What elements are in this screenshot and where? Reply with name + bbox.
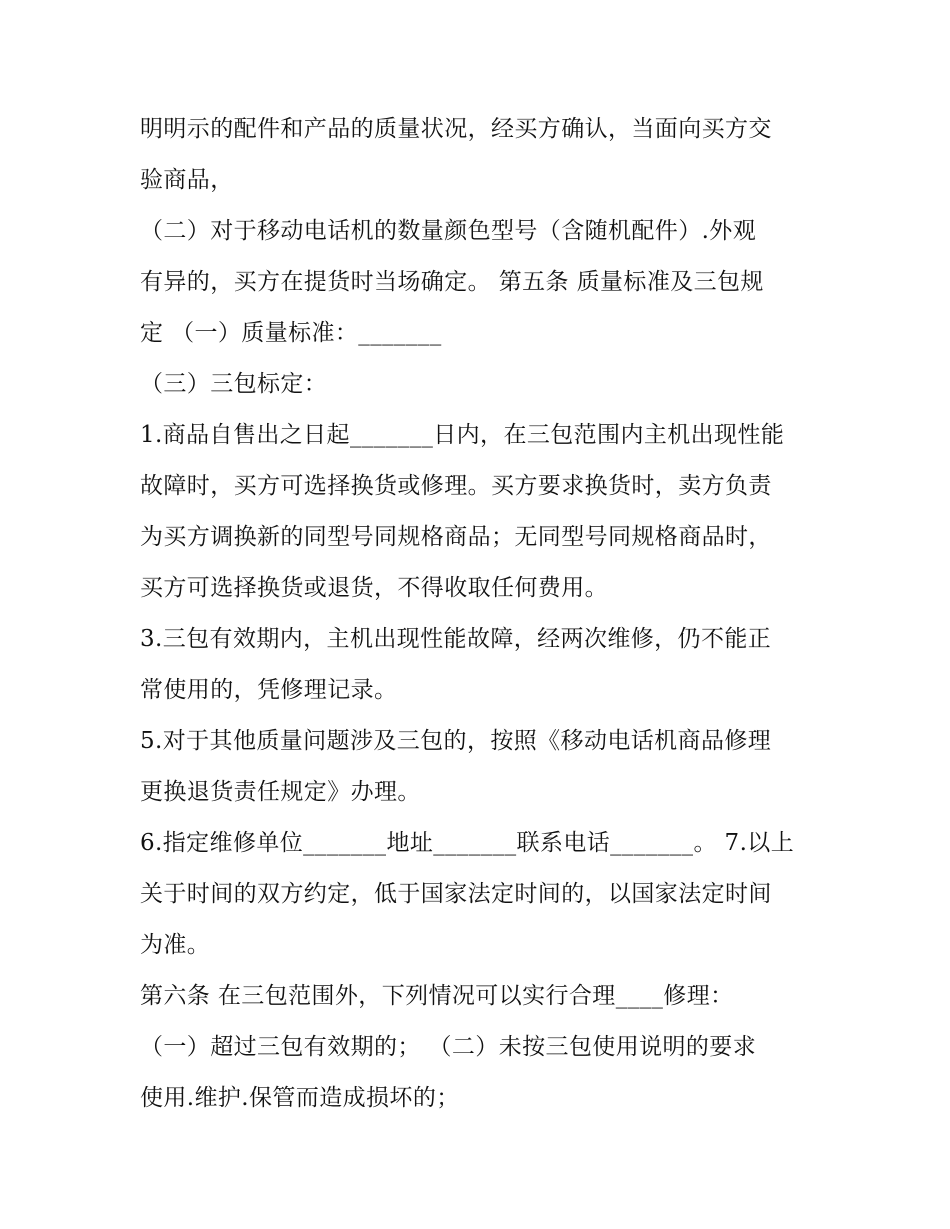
text-line: 1.商品自售出之日起_______日内，在三包范围内主机出现性能 xyxy=(140,422,785,448)
text-line: 常使用的，凭修理记录。 xyxy=(140,677,398,703)
text-line: 故障时，买方可选择换货或修理。买方要求换货时，卖方负责 xyxy=(140,473,772,499)
text-line: 为买方调换新的同型号同规格商品；无同型号同规格商品时， xyxy=(140,524,772,550)
text-line: 明明示的配件和产品的质量状况，经买方确认，当面向买方交 xyxy=(140,116,772,142)
text-line: 验商品， xyxy=(140,167,234,193)
text-line: 买方可选择换货或退货，不得收取任何费用。 xyxy=(140,575,608,601)
text-line: 有异的，买方在提货时当场确定。 第五条 质量标准及三包规 xyxy=(140,269,764,295)
text-line: 5.对于其他质量问题涉及三包的，按照《移动电话机商品修理 xyxy=(140,728,772,754)
text-line: （三）三包标定： xyxy=(140,371,328,397)
text-line: （一）超过三包有效期的； （二）未按三包使用说明的要求 xyxy=(140,1034,757,1060)
text-line: 更换退货责任规定》办理。 xyxy=(140,779,421,805)
text-line: 使用.维护.保管而造成损坏的； xyxy=(140,1085,460,1111)
text-line: （二）对于移动电话机的数量颜色型号（含随机配件）.外观 xyxy=(140,218,757,244)
document-text-body xyxy=(140,104,820,1124)
text-line: 第六条 在三包范围外，下列情况可以实行合理____修理： xyxy=(140,983,734,1009)
text-line: 为准。 xyxy=(140,932,211,958)
text-line: 6.指定维修单位_______地址_______联系电话_______。 7.以上 xyxy=(140,830,795,856)
text-line: 关于时间的双方约定，低于国家法定时间的，以国家法定时间 xyxy=(140,881,772,907)
text-line: 3.三包有效期内，主机出现性能故障，经两次维修，仍不能正 xyxy=(140,626,772,652)
text-line: 定 （一）质量标准：_______ xyxy=(140,320,442,346)
